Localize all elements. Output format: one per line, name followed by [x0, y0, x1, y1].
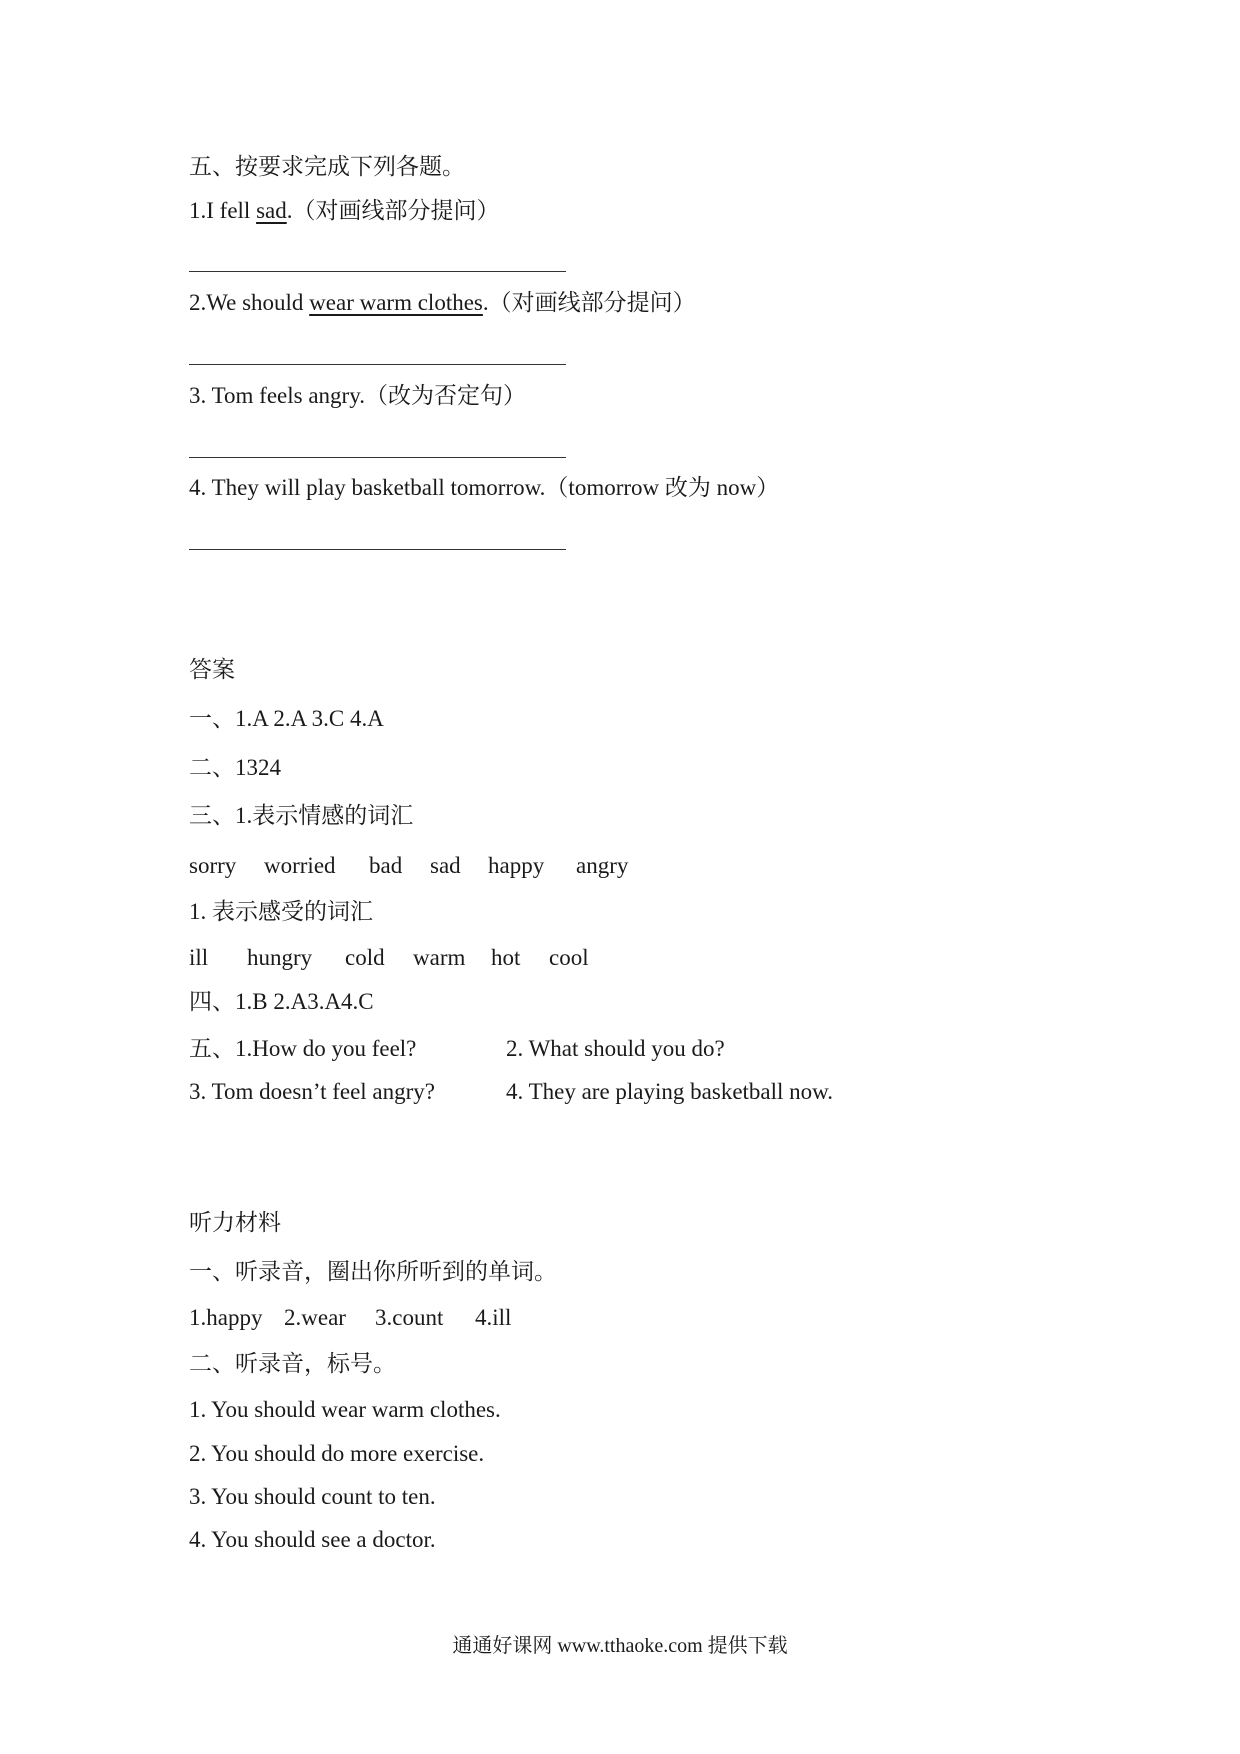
question-3: 3. Tom feels angry.（改为否定句） — [189, 383, 526, 408]
emotion-word: happy — [488, 853, 545, 878]
answer-blank-line — [189, 549, 566, 550]
answer-item: 五、1.How do you feel? — [189, 1036, 417, 1061]
emotion-word: worried — [264, 853, 336, 878]
section-heading: 五、按要求完成下列各题。 — [189, 154, 465, 179]
emotion-word: angry — [576, 853, 629, 878]
feeling-word: cool — [549, 945, 589, 970]
question-instruction: .（对画线部分提问） — [482, 290, 696, 315]
answers-title: 答案 — [189, 657, 235, 682]
underlined-phrase: wear warm clothes — [309, 290, 483, 315]
emotion-word: sorry — [189, 853, 237, 878]
listening-sentence: 1. You should wear warm clothes. — [189, 1397, 501, 1422]
answer-blank-line — [189, 457, 566, 458]
answer-part-4: 四、1.B 2.A3.A4.C — [189, 989, 374, 1014]
answer-item: 4. They are playing basketball now. — [506, 1079, 834, 1104]
emotion-word: bad — [369, 853, 403, 878]
question-4: 4. They will play basketball tomorrow.（tomorrow 改为 now） — [189, 475, 780, 500]
page-footer: 通通好课网 www.tthaoke.com 提供下载 — [452, 1635, 788, 1657]
answer-blank-line — [189, 364, 566, 365]
answer-item: 3. Tom doesn’t feel angry? — [189, 1079, 436, 1104]
listening-sentence: 2. You should do more exercise. — [189, 1441, 485, 1466]
question-instruction: .（对画线部分提问） — [286, 198, 500, 223]
listening-word: 2.wear — [284, 1305, 346, 1330]
listening-sentence: 4. You should see a doctor. — [189, 1527, 436, 1552]
listening-title: 听力材料 — [189, 1210, 281, 1235]
question-text: 2.We should — [189, 290, 310, 315]
answer-part-3-subtitle: 1. 表示感受的词汇 — [189, 899, 373, 924]
answer-part-3-title: 三、1.表示情感的词汇 — [189, 803, 414, 828]
listening-sentence: 3. You should count to ten. — [189, 1484, 436, 1509]
answer-part-2: 二、1324 — [189, 755, 281, 780]
listening-part-2-title: 二、听录音，标号。 — [189, 1351, 396, 1376]
feeling-word: hot — [491, 945, 521, 970]
feeling-word: hungry — [247, 945, 313, 970]
listening-part-1-title: 一、听录音，圈出你所听到的单词。 — [189, 1259, 557, 1284]
feeling-word: warm — [413, 945, 466, 970]
answer-blank-line — [189, 271, 566, 272]
feeling-word: cold — [345, 945, 385, 970]
answer-part-1: 一、1.A 2.A 3.C 4.A — [189, 706, 384, 731]
emotion-word: sad — [430, 853, 461, 878]
listening-word: 4.ill — [475, 1305, 512, 1330]
feeling-word: ill — [189, 945, 209, 970]
question-2 — [189, 288, 696, 318]
underlined-phrase: sad — [256, 198, 287, 223]
answer-item: 2. What should you do? — [506, 1036, 725, 1061]
question-text: 1.I fell — [189, 198, 257, 223]
listening-word: 3.count — [375, 1305, 444, 1330]
question-1 — [189, 196, 499, 226]
listening-word: 1.happy — [189, 1305, 263, 1330]
